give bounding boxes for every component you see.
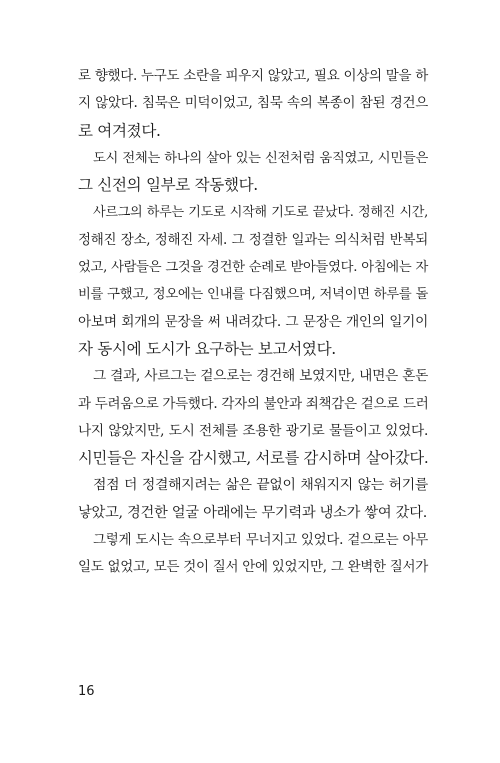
text-line: 지 않았다. 침묵은 미덕이었고, 침묵 속의 복종이 참된 경건으 xyxy=(78,95,428,112)
text-line: 었고, 사람들은 그것을 경건한 순례로 받아들였다. 아침에는 자 xyxy=(78,260,428,276)
text-line: 과 두려움으로 가득했다. 각자의 불안과 죄책감은 겉으로 드러 xyxy=(78,395,429,412)
text-line: 비를 구했고, 정오에는 인내를 다짐했으며, 저녁이면 하루를 돌 xyxy=(78,287,428,303)
text-line: 그 결과, 사르그는 겉으로는 경건해 보였지만, 내면은 혼돈 xyxy=(93,368,428,385)
text-line: 정해진 장소, 정해진 자세. 그 정결한 일과는 의식처럼 반복되 xyxy=(78,231,428,248)
text-line: 그렇게 도시는 속으로부터 무너지고 있었다. 겉으로는 아무 xyxy=(93,532,428,549)
text-line: 도시 전체는 하나의 살아 있는 신전처럼 움직였고, 시민들은 xyxy=(93,150,428,166)
text-line: 자 동시에 도시가 요구하는 보고서였다. xyxy=(78,339,336,358)
text-line: 점점 더 정결해지려는 삶은 끝없이 채워지지 않는 허기를 xyxy=(93,477,428,494)
text-line: 아보며 회개의 문장을 써 내려갔다. 그 문장은 개인의 일기이 xyxy=(78,313,428,330)
text-line: 일도 없었고, 모든 것이 질서 안에 있었지만, 그 완벽한 질서가 xyxy=(78,559,428,576)
text-line: 나지 않았지만, 도시 전체를 조용한 광기로 물들이고 있었다. xyxy=(78,422,428,439)
body-text xyxy=(78,63,428,582)
text-line: 사르그의 하루는 기도로 시작해 기도로 끝났다. 정해진 시간, xyxy=(93,205,428,221)
text-line: 시민들은 자신을 감시했고, 서로를 감시하며 살아갔다. xyxy=(78,449,429,468)
text-line: 로 향했다. 누구도 소란을 피우지 않았고, 필요 이상의 말을 하 xyxy=(78,68,428,84)
page-number: 16 xyxy=(78,684,95,699)
text-line: 그 신전의 일부로 작동했다. xyxy=(78,176,258,195)
text-line: 낳았고, 경건한 얼굴 아래에는 무기력과 냉소가 쌓여 갔다. xyxy=(78,504,427,521)
text-line: 로 여겨졌다. xyxy=(78,121,161,140)
